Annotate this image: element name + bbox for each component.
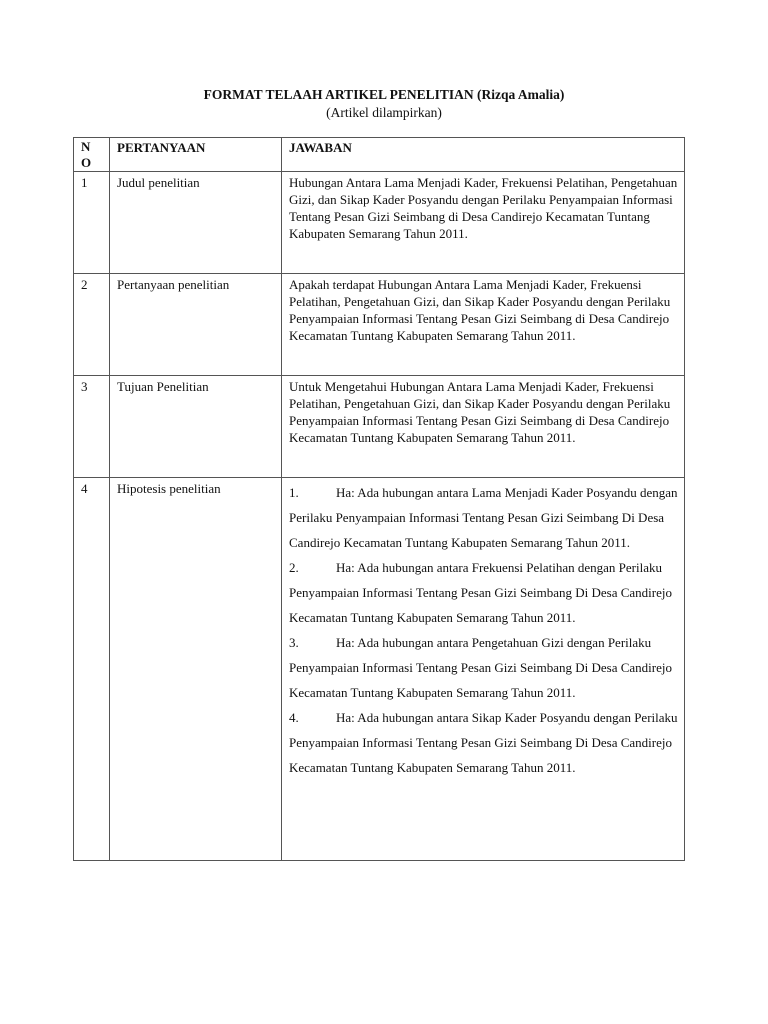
table-row — [74, 172, 685, 274]
table-header-row — [74, 138, 685, 172]
hypothesis-item — [289, 480, 678, 555]
row-question: Hipotesis penelitian — [110, 478, 282, 861]
hypothesis-text: Ha: Ada hubungan antara Pengetahuan Gizi dengan Perilaku Penyampaian Informasi Tentang Pesan Gizi Seimbang Di Desa Candirejo Kecamatan Tuntang Kabupaten Semarang Tahun 2011. — [289, 635, 672, 700]
hypothesis-item — [289, 630, 678, 705]
header-question: PERTANYAAN — [110, 138, 282, 172]
row-question: Pertanyaan penelitian — [110, 274, 282, 376]
header-no: NO — [74, 138, 110, 172]
row-answer: Apakah terdapat Hubungan Antara Lama Menjadi Kader, Frekuensi Pelatihan, Pengetahuan Gizi, dan Sikap Kader Posyandu dengan Perilaku Penyampaian Informasi Tentang Pesan Gizi Seimbang di Desa Candirejo Kecamatan Tuntang Kabupaten Semarang Tahun 2011. — [282, 274, 685, 376]
row-question: Tujuan Penelitian — [110, 376, 282, 478]
hypothesis-text: Ha: Ada hubungan antara Lama Menjadi Kader Posyandu dengan Perilaku Penyampaian Informasi Tentang Pesan Gizi Seimbang Di Desa Candirejo Kecamatan Tuntang Kabupaten Semarang Tahun 2011. — [289, 485, 678, 550]
hypothesis-item — [289, 555, 678, 630]
hypothesis-item — [289, 705, 678, 780]
row-answer-hypotheses — [282, 478, 685, 861]
document-title: FORMAT TELAAH ARTIKEL PENELITIAN (Rizqa Amalia) — [203, 87, 565, 102]
row-answer: Untuk Mengetahui Hubungan Antara Lama Menjadi Kader, Frekuensi Pelatihan, Pengetahuan Gizi, dan Sikap Kader Posyandu dengan Perilaku Penyampaian Informasi Tentang Pesan Gizi Seimbang di Desa Candirejo Kecamatan Tuntang Kabupaten Semarang Tahun 2011. — [282, 376, 685, 478]
hypothesis-number: 1. — [289, 485, 299, 500]
table-row — [74, 478, 685, 861]
hypothesis-text: Ha: Ada hubungan antara Sikap Kader Posyandu dengan Perilaku Penyampaian Informasi Tentang Pesan Gizi Seimbang Di Desa Candirejo Kecamatan Tuntang Kabupaten Semarang Tahun 2011. — [289, 710, 678, 775]
hypothesis-number: 4. — [289, 710, 299, 725]
row-question: Judul penelitian — [110, 172, 282, 274]
row-number: 2 — [74, 274, 110, 376]
hypothesis-number: 2. — [289, 560, 299, 575]
row-number: 4 — [74, 478, 110, 861]
header-answer: JAWABAN — [282, 138, 685, 172]
hypothesis-text: Ha: Ada hubungan antara Frekuensi Pelatihan dengan Perilaku Penyampaian Informasi Tentang Pesan Gizi Seimbang Di Desa Candirejo Kecamatan Tuntang Kabupaten Semarang Tahun 2011. — [289, 560, 672, 625]
review-table — [73, 137, 685, 861]
table-row — [74, 274, 685, 376]
row-number: 3 — [74, 376, 110, 478]
hypothesis-number: 3. — [289, 635, 299, 650]
table-row — [74, 376, 685, 478]
row-answer: Hubungan Antara Lama Menjadi Kader, Frekuensi Pelatihan, Pengetahuan Gizi, dan Sikap Kader Posyandu dengan Perilaku Penyampaian Informasi Tentang Pesan Gizi Seimbang di Desa Candirejo Kecamatan Tuntang Kabupaten Semarang Tahun 2011. — [282, 172, 685, 274]
document-subtitle: (Artikel dilampirkan) — [326, 105, 442, 120]
row-number: 1 — [74, 172, 110, 274]
